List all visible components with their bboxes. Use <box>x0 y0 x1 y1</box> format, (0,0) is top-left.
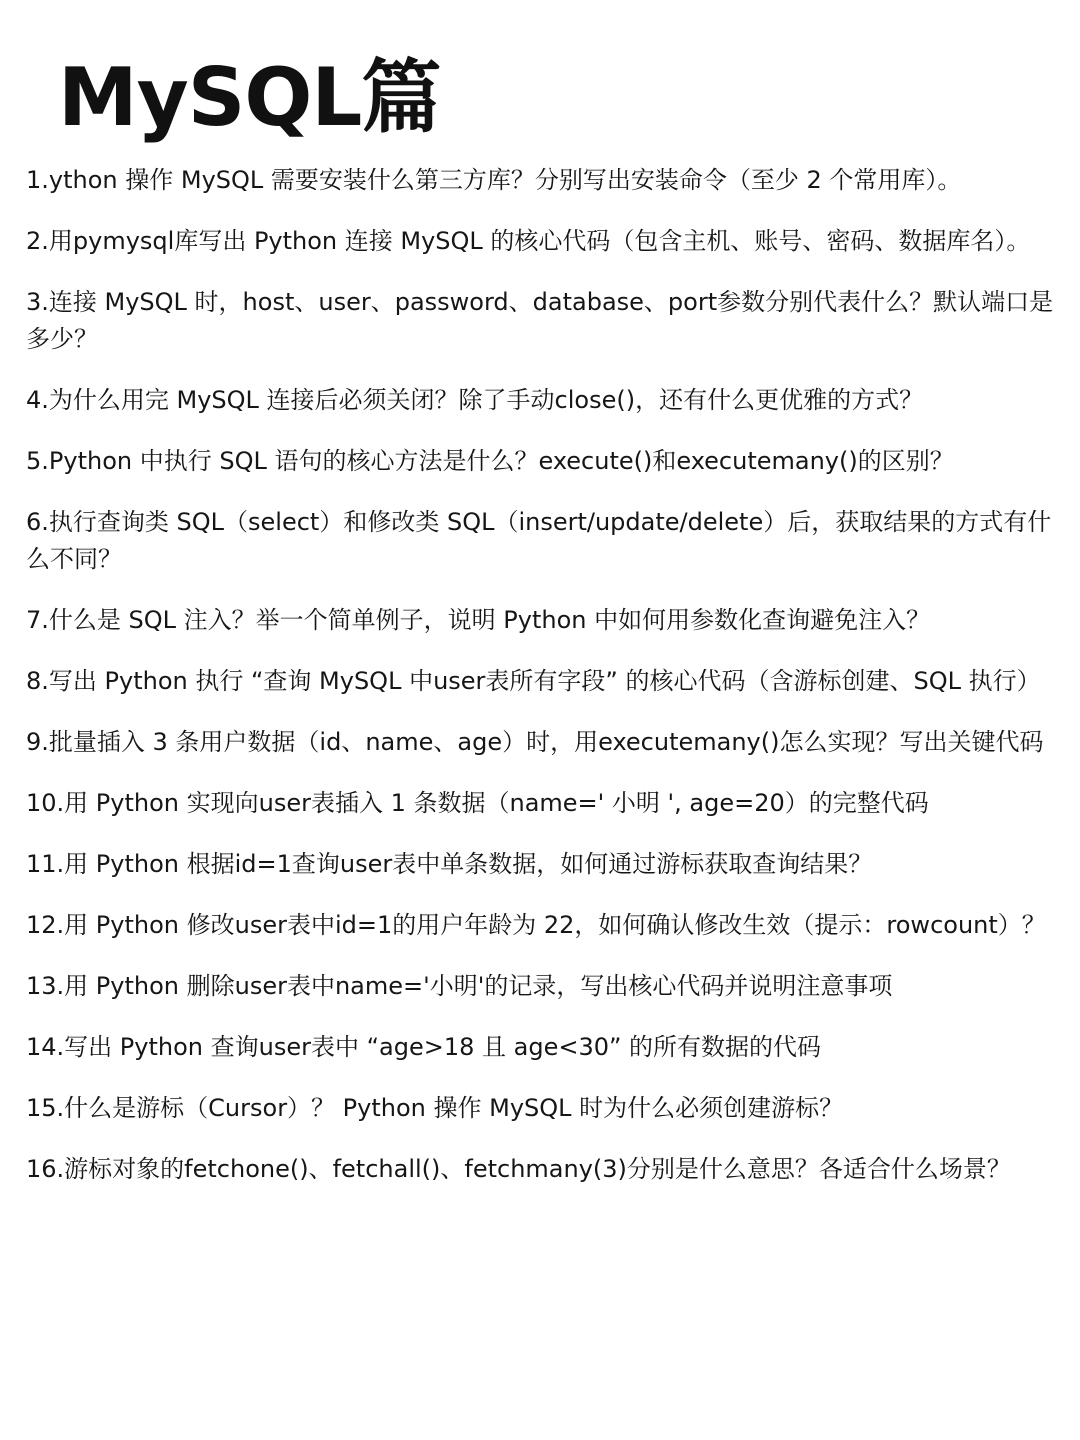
question-item: 12.用 Python 修改user表中id=1的用户年龄为 22，如何确认修改生效（提示：rowcount）？ <box>26 911 1046 939</box>
question-item: 15.什么是游标（Cursor）？ Python 操作 MySQL 时为什么必须创建游标？ <box>26 1094 844 1122</box>
question-item: 5.Python 中执行 SQL 语句的核心方法是什么？execute()和executemany()的区别？ <box>26 447 954 475</box>
question-list <box>26 162 1056 1212</box>
question-item: 2.用pymysql库写出 Python 连接 MySQL 的核心代码（包含主机、账号、密码、数据库名）。 <box>26 227 1031 255</box>
question-item: 1.ython 操作 MySQL 需要安装什么第三方库？分别写出安装命令（至少 2 个常用库）。 <box>26 166 962 194</box>
question-item: 6.执行查询类 SQL（select）和修改类 SQL（insert/update/delete）后，获取结果的方式有什么不同？ <box>26 508 1052 573</box>
question-item: 3.连接 MySQL 时，host、user、password、database、port参数分别代表什么？默认端口是多少？ <box>26 288 1054 353</box>
question-item: 4.为什么用完 MySQL 连接后必须关闭？除了手动close()，还有什么更优雅的方式？ <box>26 386 924 414</box>
question-item: 7.什么是 SQL 注入？举一个简单例子，说明 Python 中如何用参数化查询避免注入？ <box>26 606 931 634</box>
question-item: 8.写出 Python 执行 “查询 MySQL 中user表所有字段” 的核心代码（含游标创建、SQL 执行） <box>26 667 1041 695</box>
question-item: 13.用 Python 删除user表中name='小明'的记录，写出核心代码并说明注意事项 <box>26 972 893 1000</box>
question-item: 10.用 Python 实现向user表插入 1 条数据（name=' 小明 ', age=20）的完整代码 <box>26 789 929 817</box>
question-item: 16.游标对象的fetchone()、fetchall()、fetchmany(3)分别是什么意思？各适合什么场景？ <box>26 1155 1011 1183</box>
question-item: 11.用 Python 根据id=1查询user表中单条数据，如何通过游标获取查询结果？ <box>26 850 873 878</box>
question-item: 9.批量插入 3 条用户数据（id、name、age）时，用executemany()怎么实现？写出关键代码 <box>26 728 1044 756</box>
page-title: MySQL篇 <box>58 51 441 144</box>
question-item: 14.写出 Python 查询user表中 “age>18 且 age<30” 的所有数据的代码 <box>26 1033 822 1061</box>
